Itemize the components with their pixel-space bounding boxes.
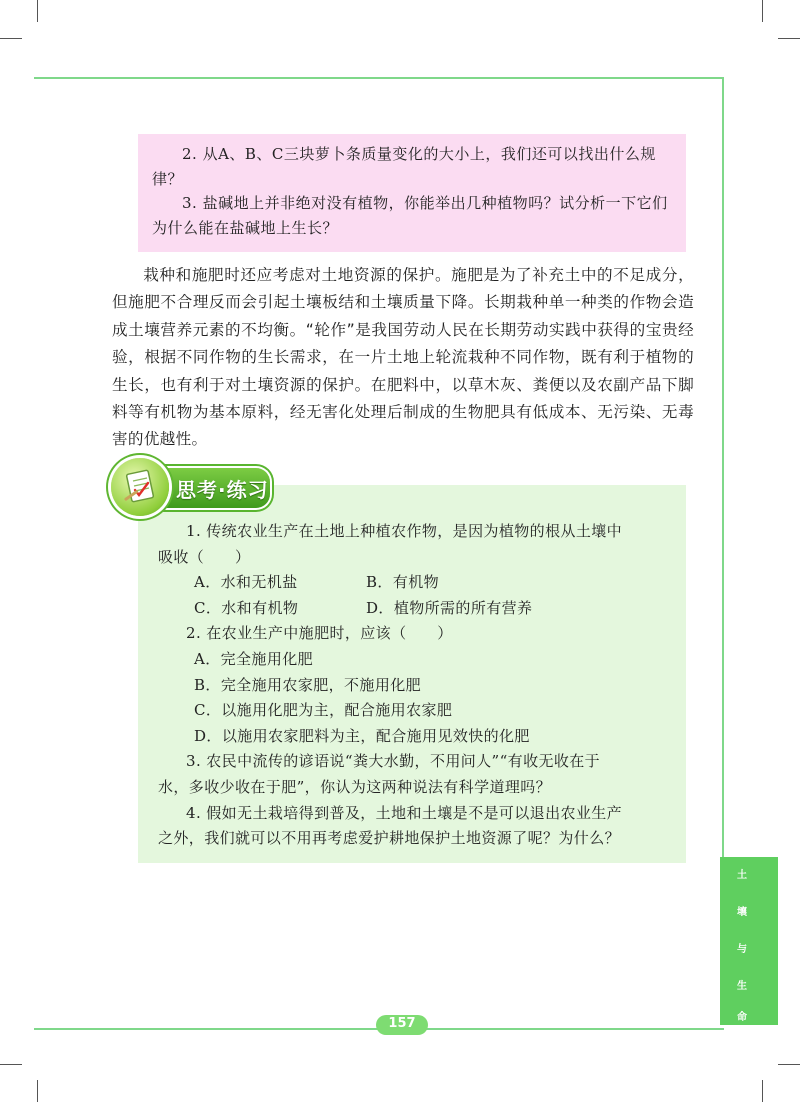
frame-right-line [722,77,724,860]
option-d: D．以施用农家肥料为主，配合施用见效快的化肥 [194,726,530,745]
crop-mark [762,1080,763,1102]
crop-mark [762,0,763,22]
side-tab-char: 壤 [737,907,747,918]
page-number: 157 [388,1016,416,1031]
crop-mark [0,1064,22,1065]
crop-mark [37,0,38,22]
question-4-line-2: 之外，我们就可以不用再考虑爱护耕地保护土地资源了呢？为什么？ [158,829,621,848]
crop-mark [37,1080,38,1102]
exercise-content [158,519,678,852]
option-d: D．植物所需的所有营养 [366,598,533,617]
crop-mark [778,38,800,39]
option-a: A．水和无机盐 [194,573,298,592]
option-b: B．完全施用农家肥，不施用化肥 [194,675,422,694]
body-text [112,262,694,454]
side-tab-char: 土 [737,870,747,881]
question-1-line-1: 1. 传统农业生产在土地上种植农作物，是因为植物的根从土壤中 [186,522,623,540]
crop-mark [778,1064,800,1065]
notepad-icon [117,464,163,510]
option-c: C．以施用化肥为主，配合施用农家肥 [194,701,453,720]
question-4-line-1: 4. 假如无土栽培得到普及，土地和土壤是不是可以退出农业生产 [186,803,623,822]
question-3-line-2: 水，多收少收在于肥”，你认为这两种说法有科学道理吗？ [158,777,552,796]
body-paragraph: 栽种和施肥时还应考虑对土地资源的保护。施肥是为了补充土中的不足成分，但施肥不合理反而会引起土壤板结和土壤质量下降。长期栽种单一种类的作物会造成土壤营养元素的不均衡。“轮作”是我国劳动人民在长期劳动实践中获得的宝贵经验，根据不同作物的生长需求，在一片土地上轮流栽种不同作物，既有利于植物的生长，也有利于对土壤资源的保护。在肥料中，以草木灰、粪便以及农副产品下脚料等有机物为基本原料，经无害化处理后制成的生物肥具有低成本、无污染、无毒害的优越性。 [112,266,694,449]
question-2: 2. 在农业生产中施肥时，应该（ ） [186,624,453,643]
option-a: A．完全施用化肥 [194,649,314,668]
question-1-line-2: 吸收（ ） [158,547,251,566]
side-tab-char: 命 [737,1012,747,1023]
question-1-options-row [158,570,678,596]
side-tab-char: 生 [737,981,747,992]
question-box [138,134,686,252]
frame-top-line [34,77,724,79]
exercise-title: 思考·练习 [176,478,269,502]
crop-mark [0,38,22,39]
question-1-options-row [158,596,678,622]
side-tab-char: 与 [737,944,747,955]
question-item: 3. 盐碱地上并非绝对没有植物，你能举出几种植物吗？试分析一下它们为什么能在盐碱地上生长？ [152,194,668,237]
question-3-line-1: 3. 农民中流传的谚语说“粪大水勤，不用问人”“有收无收在于 [186,752,601,771]
option-c: C．水和有机物 [194,598,299,617]
chapter-side-tab [720,857,778,1025]
question-item: 2. 从A、B、C三块萝卜条质量变化的大小上，我们还可以找出什么规律？ [152,145,656,188]
option-b: B．有机物 [366,573,440,592]
